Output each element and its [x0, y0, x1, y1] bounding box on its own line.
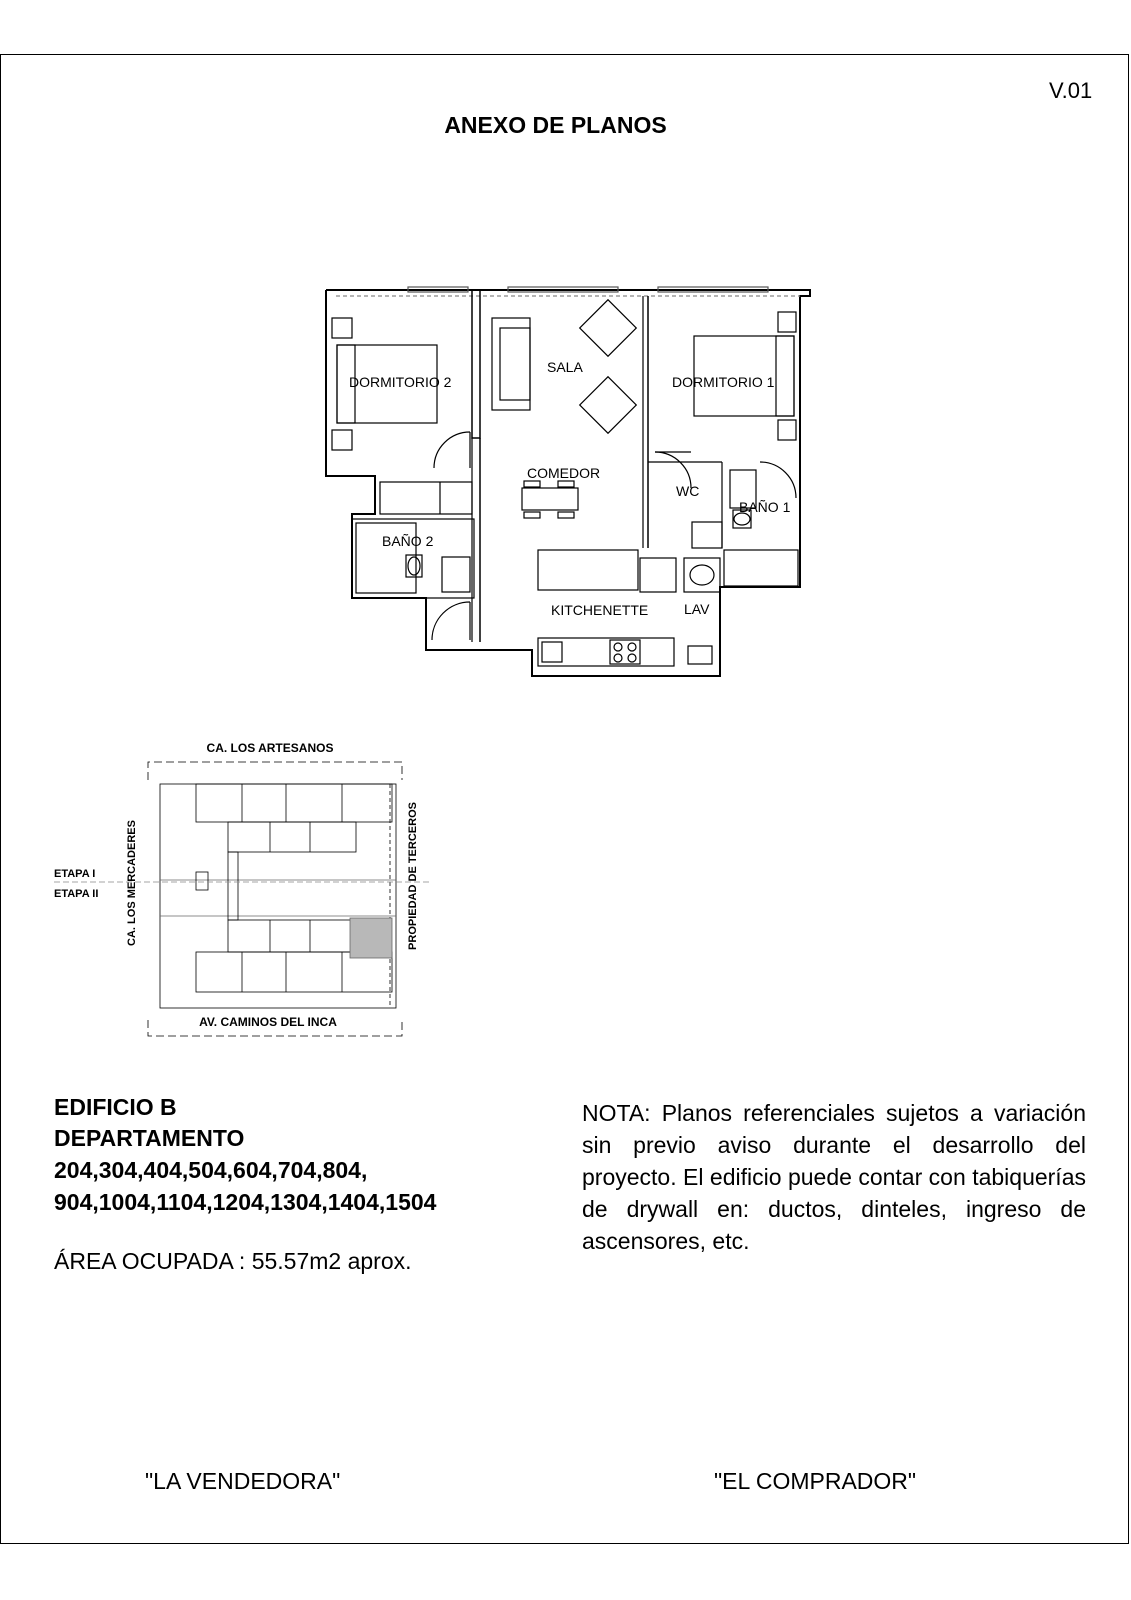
unit-label: DEPARTAMENTO	[54, 1125, 245, 1151]
east-neighbor-label: PROPIEDAD DE TERCEROS	[407, 802, 419, 950]
unit-location-highlight	[350, 918, 392, 958]
room-label-sala: SALA	[547, 359, 583, 375]
room-label-kitchenette: KITCHENETTE	[551, 602, 649, 618]
room-label-bano-2: BAÑO 2	[382, 533, 434, 549]
unit-info	[54, 1092, 524, 1275]
room-label-lav: LAV	[684, 601, 710, 617]
disclaimer-note: NOTA: Planos referenciales sujetos a variación sin previo aviso durante el desarrollo del proyecto. El edificio puede contar con tabiquerías de drywall en: ductos, dinteles, ingreso de ascensores, etc.	[582, 1100, 1086, 1254]
seller-signature-label: "LA VENDEDORA"	[145, 1468, 341, 1494]
building-label: EDIFICIO B	[54, 1094, 177, 1120]
street-south: AV. CAMINOS DEL INCA	[199, 1015, 337, 1029]
room-label-dormitorio-2: DORMITORIO 2	[349, 374, 452, 390]
site-plan	[0, 740, 460, 1060]
room-label-comedor: COMEDOR	[527, 465, 601, 481]
wall-outline	[326, 290, 810, 676]
page-title: ANEXO DE PLANOS	[444, 112, 667, 138]
room-label-bano-1: BAÑO 1	[739, 499, 791, 515]
street-north: CA. LOS ARTESANOS	[206, 741, 334, 755]
stage-2-label: ETAPA II	[54, 888, 99, 900]
unit-numbers-line-1: 204,304,404,504,604,704,804,	[54, 1157, 368, 1183]
room-label-wc: WC	[676, 483, 700, 499]
stage-1-label: ETAPA I	[54, 868, 96, 880]
occupied-area: ÁREA OCUPADA : 55.57m2 aprox.	[54, 1248, 412, 1274]
street-west: CA. LOS MERCADERES	[126, 820, 138, 946]
floor-plan	[0, 0, 1131, 700]
version-label: V.01	[1049, 78, 1093, 103]
room-label-dormitorio-1: DORMITORIO 1	[672, 374, 775, 390]
unit-numbers-line-2: 904,1004,1104,1204,1304,1404,1504	[54, 1189, 437, 1215]
buyer-signature-label: "EL COMPRADOR"	[714, 1468, 917, 1494]
